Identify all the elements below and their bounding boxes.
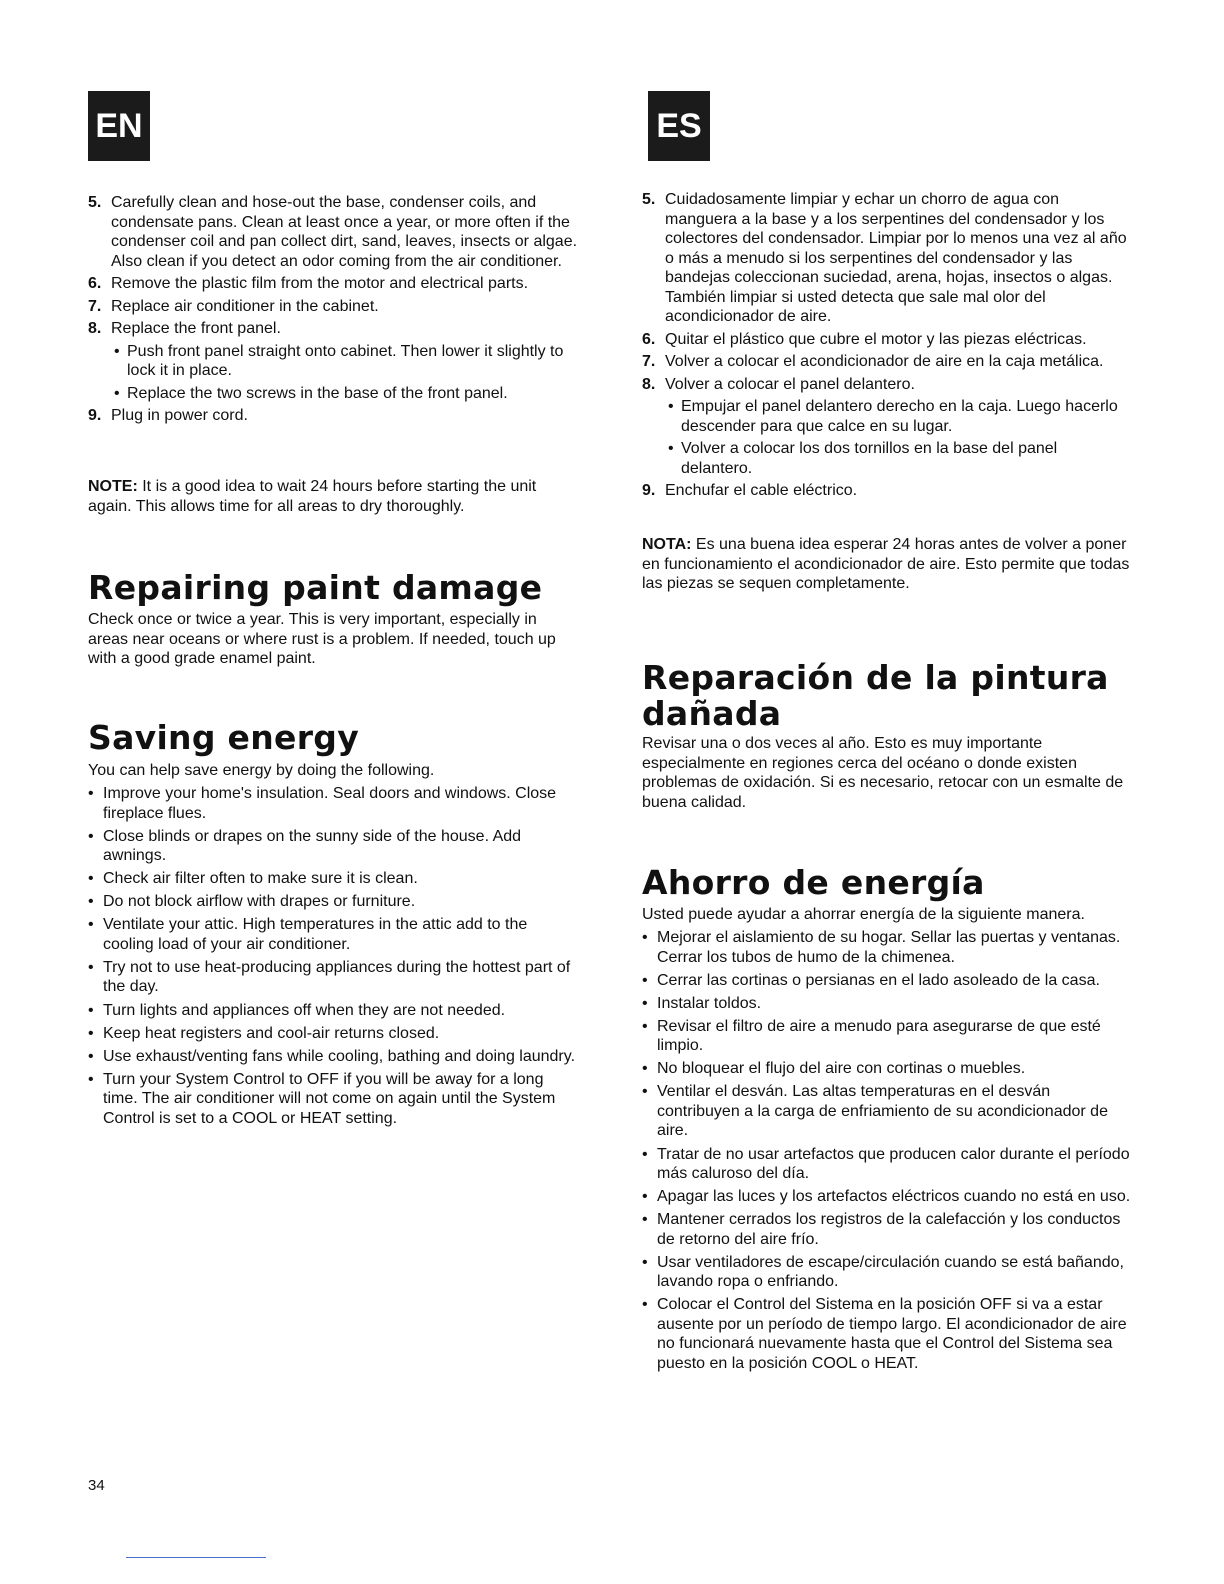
bullet-icon: • bbox=[88, 1070, 94, 1088]
bullet-icon: • bbox=[88, 958, 94, 976]
list-item: • Tratar de no usar artefactos que producen calor durante el período más caluroso del día. bbox=[642, 1145, 1130, 1183]
step-item bbox=[88, 193, 578, 271]
step-item bbox=[88, 319, 578, 403]
section-title-energy-es: Ahorro de energía bbox=[642, 863, 985, 902]
bullet-icon: • bbox=[668, 440, 674, 457]
list-item: • Colocar el Control del Sistema en la posición OFF si va a estar ausente por un período de tiempo largo. El acondicionador de aire no funcionará nuevamente hasta que el Control del Sistema sea puesto en la posición COOL o HEAT. bbox=[642, 1296, 1127, 1372]
step-item bbox=[88, 297, 578, 317]
step-text: Volver a colocar el acondicionador de aire en la caja metálica. bbox=[665, 353, 1104, 370]
sub-steps bbox=[111, 342, 578, 404]
bullet-icon: • bbox=[642, 1296, 648, 1314]
bullet-icon: • bbox=[642, 971, 648, 989]
step-text: Cuidadosamente limpiar y echar un chorro de agua con manguera a la base y a los serpentines del condensador y los colectores del condensador. Limpiar por lo menos una vez al año o más a menudo si los serpentines del condensador y las bandejas coleccionan suciedad, arena, hojas, insectos o algas. También limpiar si usted detecta que sale mal olor del acondicionador de aire. bbox=[665, 191, 1127, 325]
sub-step-item: • Volver a colocar los dos tornillos en la base del panel delantero. bbox=[668, 440, 1058, 477]
footer-divider bbox=[126, 1557, 266, 1558]
bullet-icon: • bbox=[642, 1083, 648, 1101]
section-title-paint: Repairing paint damage bbox=[88, 568, 543, 607]
step-number: 7. bbox=[642, 353, 656, 370]
energy-intro-es: Usted puede ayudar a ahorrar energía de la siguiente manera. bbox=[642, 906, 1085, 923]
paint-body-es: Revisar una o dos veces al año. Esto es muy importante especialmente en regiones cerca del océano o donde existen problemas de oxidación. Si es necesario, retocar con un esmalte de buena calidad. bbox=[642, 735, 1124, 811]
bullet-icon: • bbox=[642, 929, 648, 946]
list-item: • Do not block airflow with drapes or furniture. bbox=[88, 893, 416, 911]
step-item bbox=[642, 352, 1132, 372]
list-item: • Mantener cerrados los registros de la calefacción y los conductos de retorno del aire frío. bbox=[642, 1211, 1121, 1248]
list-item: • Close blinds or drapes on the sunny side of the house. Add awnings. bbox=[88, 827, 522, 865]
step-text: Enchufar el cable eléctrico. bbox=[665, 482, 858, 499]
step-text: Volver a colocar el panel delantero. bbox=[665, 375, 915, 393]
bullet-icon: • bbox=[88, 870, 94, 888]
step-number: 6. bbox=[88, 275, 102, 292]
step-item bbox=[88, 274, 578, 294]
energy-tips-es bbox=[642, 928, 1132, 1377]
bullet-icon: • bbox=[114, 384, 120, 402]
energy-intro: You can help save energy by doing the following. bbox=[88, 762, 435, 779]
step-item bbox=[642, 481, 1132, 501]
list-item: • Usar ventiladores de escape/circulación cuando se está bañando, lavando ropa o enfriando. bbox=[642, 1253, 1124, 1291]
energy-tips-en bbox=[88, 784, 578, 1132]
bullet-icon: • bbox=[668, 398, 674, 415]
step-text: Remove the plastic film from the motor and electrical parts. bbox=[111, 275, 529, 292]
list-item: • Instalar toldos. bbox=[642, 994, 762, 1012]
language-badge-en: EN bbox=[88, 91, 150, 161]
step-number: 9. bbox=[88, 407, 102, 424]
bullet-icon: • bbox=[88, 916, 94, 934]
bullet-icon: • bbox=[88, 1001, 94, 1019]
list-item: • Try not to use heat-producing appliances during the hottest part of the day. bbox=[88, 958, 571, 996]
note-es bbox=[642, 535, 1132, 594]
sub-step-item: • Push front panel straight onto cabinet. Then lower it slightly to lock it in place. bbox=[114, 342, 564, 379]
step-number: 8. bbox=[88, 320, 102, 337]
bullet-icon: • bbox=[642, 1188, 648, 1206]
list-item: • Turn your System Control to OFF if you will be away for a long time. The air conditioner will not come on again until the System Control is set to a COOL or HEAT setting. bbox=[88, 1070, 556, 1127]
list-item: • Improve your home's insulation. Seal doors and windows. Close fireplace flues. bbox=[88, 785, 557, 822]
bullet-icon: • bbox=[642, 994, 648, 1012]
bullet-icon: • bbox=[642, 1211, 648, 1229]
step-text: Replace air conditioner in the cabinet. bbox=[111, 297, 379, 315]
note-en bbox=[88, 477, 578, 516]
bullet-icon: • bbox=[642, 1253, 648, 1271]
step-item bbox=[642, 330, 1132, 350]
step-text: Carefully clean and hose-out the base, condenser coils, and condensate pans. Clean at least once a year, or more often if the condenser coil and pan collect dirt, sand, leaves, insects or algae. Also clean if you detect an odor coming from the air conditioner. bbox=[111, 194, 578, 270]
step-text: Quitar el plástico que cubre el motor y las piezas eléctricas. bbox=[665, 330, 1087, 348]
step-number: 8. bbox=[642, 375, 656, 393]
list-item: • No bloquear el flujo del aire con cortinas o muebles. bbox=[642, 1060, 1026, 1078]
section-title-energy: Saving energy bbox=[88, 718, 360, 757]
step-number: 7. bbox=[88, 297, 102, 315]
list-item: • Cerrar las cortinas o persianas en el lado asoleado de la casa. bbox=[642, 971, 1100, 989]
bullet-icon: • bbox=[642, 1017, 648, 1035]
maintenance-steps-en bbox=[88, 193, 578, 429]
list-item: • Use exhaust/venting fans while cooling, bathing and doing laundry. bbox=[88, 1047, 576, 1065]
language-badge-es: ES bbox=[648, 91, 710, 161]
bullet-icon: • bbox=[88, 1047, 94, 1065]
maintenance-steps-es bbox=[642, 190, 1132, 504]
sub-step-item: • Replace the two screws in the base of the front panel. bbox=[114, 384, 508, 402]
step-item bbox=[642, 375, 1132, 479]
list-item: • Keep heat registers and cool-air returns closed. bbox=[88, 1024, 440, 1042]
step-number: 5. bbox=[88, 194, 102, 211]
list-item: • Check air filter often to make sure it is clean. bbox=[88, 870, 418, 888]
page-number: 34 bbox=[88, 1477, 105, 1494]
bullet-icon: • bbox=[114, 342, 120, 360]
step-text: Replace the front panel. bbox=[111, 320, 281, 337]
section-title-paint-es: Reparación de la pintura dañada bbox=[642, 658, 1109, 733]
bullet-icon: • bbox=[88, 1024, 94, 1042]
step-item bbox=[88, 406, 578, 426]
step-text: Plug in power cord. bbox=[111, 407, 248, 424]
list-item: • Mejorar el aislamiento de su hogar. Sellar las puertas y ventanas. Cerrar los tubos de humo de la chimenea. bbox=[642, 929, 1121, 966]
note-text: It is a good idea to wait 24 hours before starting the unit again. This allows time for all areas to dry thoroughly. bbox=[88, 478, 537, 515]
step-number: 9. bbox=[642, 482, 656, 499]
list-item: • Apagar las luces y los artefactos eléctricos cuando no está en uso. bbox=[642, 1188, 1131, 1206]
paint-body: Check once or twice a year. This is very important, especially in areas near oceans or where rust is a problem. If needed, touch up with a good grade enamel paint. bbox=[88, 611, 556, 667]
bullet-icon: • bbox=[642, 1145, 648, 1163]
note-label: NOTE: bbox=[88, 478, 138, 495]
note-text: Es una buena idea esperar 24 horas antes de volver a poner en funcionamiento el acondicionador de aire. Esto permite que todas las piezas se sequen completamente. bbox=[642, 536, 1130, 592]
sub-step-item: • Empujar el panel delantero derecho en la caja. Luego hacerlo descender para que calce en su lugar. bbox=[668, 398, 1118, 435]
step-number: 6. bbox=[642, 330, 656, 348]
step-item bbox=[642, 190, 1132, 327]
list-item: • Ventilar el desván. Las altas temperaturas en el desván contribuyen a la carga de enfriamiento de su acondicionador de aire. bbox=[642, 1083, 1108, 1140]
list-item: • Turn lights and appliances off when they are not needed. bbox=[88, 1001, 506, 1019]
bullet-icon: • bbox=[642, 1060, 648, 1078]
note-label: NOTA: bbox=[642, 536, 692, 553]
sub-steps bbox=[665, 397, 1132, 478]
bullet-icon: • bbox=[88, 827, 94, 845]
bullet-icon: • bbox=[88, 893, 94, 911]
list-item: • Revisar el filtro de aire a menudo para asegurarse de que esté limpio. bbox=[642, 1017, 1101, 1055]
bullet-icon: • bbox=[88, 785, 94, 802]
list-item: • Ventilate your attic. High temperatures in the attic add to the cooling load of your air conditioner. bbox=[88, 916, 528, 953]
step-number: 5. bbox=[642, 191, 656, 208]
